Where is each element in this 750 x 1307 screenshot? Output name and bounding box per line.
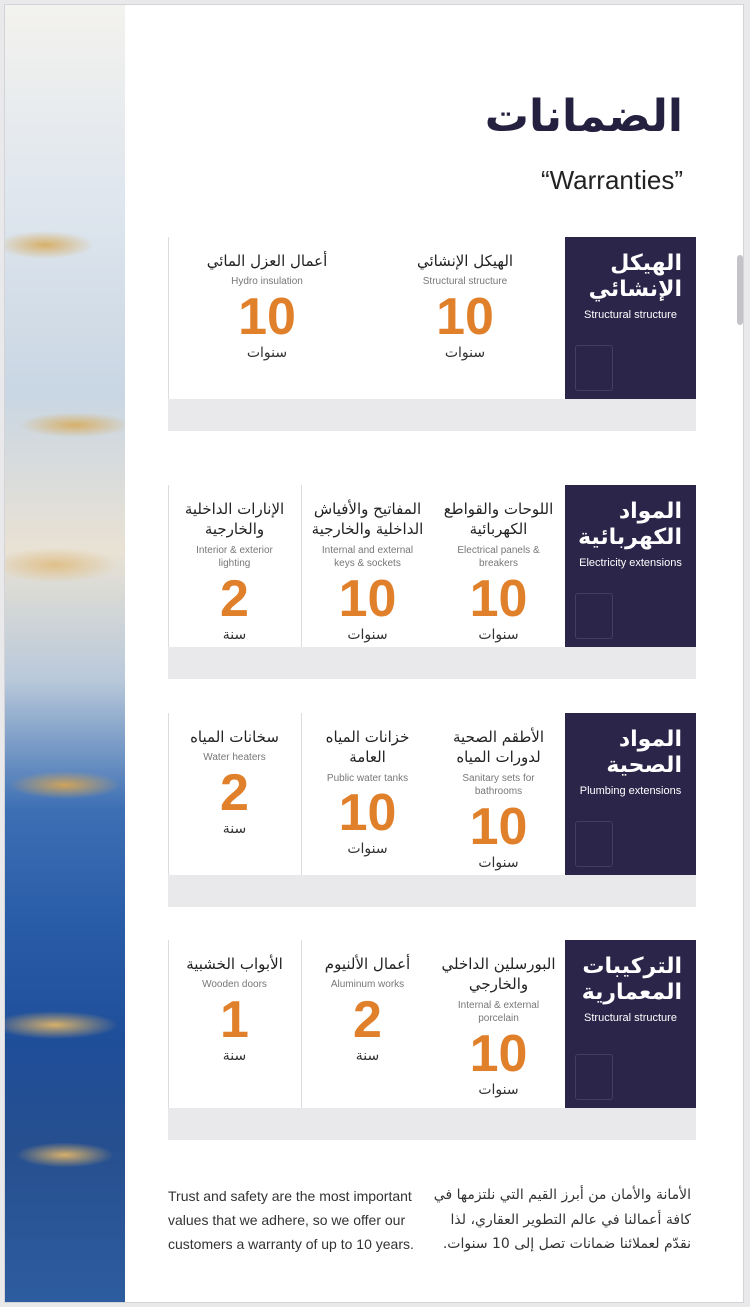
section-divider-bar	[168, 1108, 696, 1140]
category-title-arabic: التركيبات المعمارية	[581, 954, 682, 1006]
category-title-english: Plumbing extensions	[579, 784, 682, 797]
warranty-years: 10	[238, 287, 296, 346]
warranty-unit: سنة	[222, 626, 247, 643]
item-title-arabic: المفاتيح والأفياش الداخلية والخارجية	[311, 500, 424, 539]
page-title-english: “Warranties”	[540, 165, 683, 195]
category-card-architectural	[565, 940, 696, 1108]
item-title-arabic: الهيكل الإنشائي	[416, 252, 514, 270]
item-title-arabic: أعمال العزل المائي	[206, 252, 328, 270]
warranty-item	[433, 713, 564, 875]
section-divider-bar	[168, 399, 696, 431]
warranty-unit: سنوات	[347, 626, 388, 643]
item-title-arabic: الأطقم الصحية لدورات المياه	[453, 728, 544, 767]
warranty-unit: سنوات	[246, 344, 288, 361]
warranty-years: 2	[220, 569, 249, 628]
category-title-arabic: المواد الصحية	[606, 727, 682, 779]
footer-text-english: Trust and safety are the most important values that we adhere, so we offer our customers a warranty of up to 10 years.	[168, 1188, 414, 1252]
item-title-english: Electrical panels & breakers	[457, 544, 540, 569]
category-title-english: Structural structure	[584, 1011, 677, 1024]
warranty-years: 10	[469, 1024, 528, 1083]
marble-side-image	[5, 5, 125, 1302]
page-title-arabic: الضمانات	[484, 91, 683, 142]
item-title-english: Wooden doors	[202, 979, 267, 991]
warranty-years: 1	[220, 990, 249, 1049]
warranty-item	[433, 940, 564, 1108]
warranty-unit: سنة	[222, 1047, 247, 1064]
item-title-english: Interior & exterior lighting	[196, 544, 273, 569]
section-divider-bar	[168, 647, 696, 679]
warranty-item	[168, 237, 365, 399]
section-divider-bar	[168, 875, 696, 907]
faucet-icon	[575, 821, 613, 867]
warranty-item	[301, 485, 433, 647]
warranty-item	[433, 485, 564, 647]
item-title-english: Public water tanks	[326, 772, 409, 784]
warranty-unit: سنوات	[478, 626, 519, 643]
building-icon	[575, 345, 613, 391]
item-title-arabic: البورسلين الداخلي والخارجي	[441, 955, 556, 994]
warranty-item	[168, 485, 300, 647]
category-card-plumbing	[565, 713, 696, 875]
item-title-english: Internal and external keys & sockets	[321, 544, 414, 569]
warranty-years: 10	[469, 797, 528, 856]
warranty-unit: سنة	[355, 1047, 380, 1064]
scrollbar[interactable]	[737, 255, 743, 325]
item-title-english: Sanitary sets for bathrooms	[462, 772, 535, 797]
plug-icon	[575, 593, 613, 639]
warranty-years: 2	[220, 763, 249, 822]
category-title-english: Electricity extensions	[579, 556, 682, 569]
item-title-english: Structural structure	[422, 276, 508, 288]
warranty-item	[168, 940, 300, 1108]
warranty-item	[365, 237, 565, 399]
warranty-item	[301, 713, 433, 875]
category-card-electrical	[565, 485, 696, 647]
warranty-years: 10	[436, 287, 494, 346]
tools-icon	[575, 1054, 613, 1100]
warranty-unit: سنوات	[444, 344, 486, 361]
item-title-english: Internal & external porcelain	[457, 999, 540, 1024]
footer-text-arabic: الأمانة والأمان من أبرز القيم التي نلتزمها في كافة أعمالنا في عالم التطوير العقاري، لذا نقدّم لعملائنا ضمانات تصل إلى 10 سنوات.	[433, 1187, 691, 1252]
page-frame	[4, 4, 744, 1303]
warranty-unit: سنوات	[347, 841, 388, 857]
item-title-arabic: الإنارات الداخلية والخارجية	[184, 500, 285, 539]
item-title-arabic: الأبواب الخشبية	[186, 955, 283, 973]
warranty-years: 10	[469, 569, 528, 628]
item-title-arabic: خزانات المياه العامة	[325, 728, 410, 767]
warranty-item	[301, 940, 433, 1108]
warranty-unit: سنة	[222, 820, 247, 837]
item-title-arabic: سخانات المياه	[190, 728, 279, 746]
warranty-years: 10	[338, 784, 397, 842]
warranty-unit: سنوات	[478, 1081, 519, 1098]
item-title-english: Hydro insulation	[231, 276, 303, 288]
category-title-english: Structural structure	[584, 308, 677, 321]
warranty-unit: سنوات	[478, 854, 519, 871]
item-title-english: Water heaters	[203, 752, 266, 764]
category-title-arabic: المواد الكهربائية	[578, 499, 682, 551]
item-title-english: Aluminum works	[330, 979, 405, 991]
warranty-years: 2	[353, 990, 382, 1049]
category-title-arabic: الهيكل الإنشائي	[588, 251, 682, 303]
category-card-structure	[565, 237, 696, 399]
warranty-item	[168, 713, 300, 875]
item-title-arabic: أعمال الألنيوم	[324, 955, 411, 973]
warranty-years: 10	[338, 569, 397, 628]
item-title-arabic: اللوحات والقواطع الكهربائية	[443, 500, 554, 539]
